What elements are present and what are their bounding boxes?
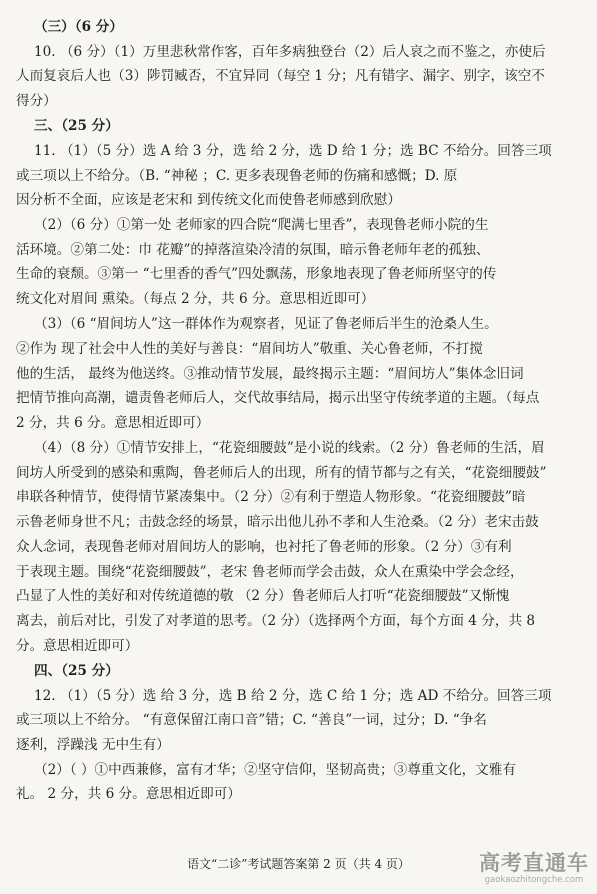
text-line: 把情节推向高潮，谴责鲁老师后人，交代故事结局，揭示出坚守传统孝道的主题。（每点 — [16, 390, 540, 406]
text-line: （三）（6 分） — [34, 19, 123, 35]
text-line: 他的生活， 最终为他送终。③推动情节发展，最终揭示主题：“眉间坊人”集体念旧词 — [16, 366, 524, 382]
watermark-url: gaokaozhitongche.com — [484, 875, 584, 885]
text-line: 于表现主题。围绕“花瓷细腰鼓”，老宋 鲁老师而学会击鼓，众人在熏染中学会念经， — [16, 564, 524, 580]
text-line: 凸显了人性的美好和对传统道德的敬 （2 分）鲁老师后人打听“花瓷细腰鼓”又惭愧 — [16, 588, 510, 604]
text-line: 12. （1）（5 分）选 给 3 分，选 B 给 2 分，选 C 给 1 分；选 AD 不给分。回答三项 — [34, 688, 552, 704]
text-line: ②作为 现了社会中人性的美好与善良：“眉间坊人”敬重、关心鲁老师，不打搅 — [16, 341, 483, 357]
watermark-logo — [479, 851, 589, 885]
text-line: 得分） — [16, 93, 57, 109]
text-line: 人而复哀后人也（3）陟罚臧否，不宜异同（每空 1 分；凡有错字、漏字、别字，该空不 — [16, 68, 545, 84]
text-line: 或三项以上不给分。 “有意保留江南口音”错；C. “善良”一词，过分；D. “争名 — [16, 712, 487, 728]
text-line: 示鲁老师身世不凡；击鼓念经的场景，暗示出他儿孙不孝和人生沧桑。（2 分）老宋击鼓 — [16, 514, 539, 530]
text-line: （4）（8 分）①情节安排上，“花瓷细腰鼓”是小说的线索。（2 分）鲁老师的生活，眉 — [34, 440, 545, 456]
text-line: （3）（6 “眉间坊人”这一群体作为观察者，见证了鲁老师后半生的沧桑人生。 — [34, 316, 498, 332]
text-line: 统文化对眉间 熏染。（每点 2 分，共 6 分。意思相近即可） — [16, 291, 375, 307]
text-line: 或三项以上不给分。（B. “神秘 ；C. 更多表现鲁老师的伤痛和感慨；D. 原 — [16, 168, 458, 184]
text-line: 11. （1）（5 分）选 A 给 3 分，选 给 2 分，选 D 给 1 分；选 BC 不给分。回答三项 — [34, 143, 552, 159]
text-line: 分。意思相近即可） — [16, 638, 139, 654]
text-line: 间坊人所受到的感染和熏陶，鲁老师后人的出现，所有的情节都与之有关，“花瓷细腰鼓” — [16, 465, 547, 481]
text-line: 10. （6 分）（1）万里悲秋常作客，百年多病独登台（2）后人哀之而不鉴之，亦使后 — [34, 44, 546, 60]
page-footer: 语文“二诊”考试题答案第 2 页（共 4 页） — [187, 857, 410, 871]
text-line: 礼。 2 分，共 6 分。意思相近即可） — [16, 786, 241, 802]
text-line: 三、（25 分） — [34, 118, 119, 134]
text-line: 串联各种情节，使得情节紧凑集中。（2 分）②有利于塑造人物形象。“花瓷细腰鼓”暗 — [16, 489, 526, 505]
text-line: （2）（6 分）①第一处 老师家的四合院“爬满七里香”，表现鲁老师小院的生 — [34, 217, 489, 233]
text-line: （2）（ ）①中西兼修，富有才华；②坚守信仰，坚韧高贵；③尊重文化，文雅有 — [34, 762, 516, 778]
text-line: 众人念词，表现鲁老师对眉间坊人的影响，也衬托了鲁老师的形象。（2 分）③有利 — [16, 539, 512, 555]
watermark-title: 高考直通车 — [479, 851, 589, 875]
text-line: 四、（25 分） — [34, 663, 119, 679]
text-line: 2 分，共 6 分。意思相近即可） — [16, 415, 210, 431]
text-line: 生命的衰颓。③第一 “七里香的香气”四处飘荡，形象地表现了鲁老师所坚守的传 — [16, 266, 497, 282]
text-line: 离去，前后对比，引发了对孝道的思考。（2 分）（选择两个方面，每个方面 4 分，共 8 — [16, 613, 536, 629]
text-line: 活环境。②第二处：巾 花瓣”的掉落渲染冷清的氛围，暗示鲁老师年老的孤独、 — [16, 242, 490, 258]
text-line: 逐利，浮躁浅 无中生有） — [16, 737, 170, 753]
text-line: 因分析不全面，应该是老宋和 到传统文化而使鲁老师感到欣慰） — [16, 192, 401, 208]
